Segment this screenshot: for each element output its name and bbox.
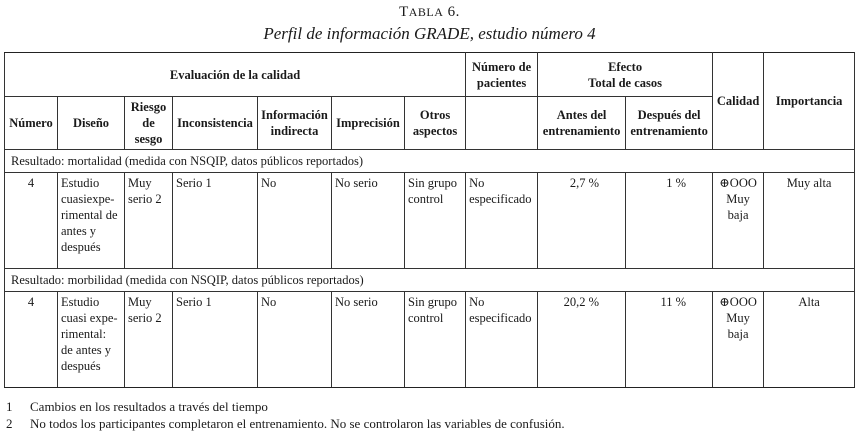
footnote: [6, 398, 565, 415]
header-other-aspects: Otros aspectos: [405, 97, 466, 150]
caption-label-initial: T: [399, 4, 409, 20]
header-patients: Número de pacientes: [466, 53, 538, 97]
caption-label-rest: ABLA: [408, 5, 444, 19]
header-quality-evaluation: Evaluación de la calidad: [5, 53, 466, 97]
table-caption-label: [0, 4, 859, 21]
section-row-mortality: [5, 150, 855, 173]
table-caption-title: Perfil de información GRADE, estudio número 4: [263, 24, 596, 43]
caption-label-number: 6.: [447, 4, 460, 20]
section-row-morbidity: [5, 269, 855, 292]
footnote-text: No todos los participantes completaron el entrenamiento. No se controlaron las variables de confusión.: [30, 416, 565, 431]
cell-number: 4: [5, 292, 58, 388]
cell-patients: No especificado: [466, 292, 538, 388]
cell-design: Estudio cuasiexpe-rimental de antes y después: [58, 173, 125, 269]
cell-risk-of-bias: Muy serio 2: [125, 292, 173, 388]
header-number: Número: [5, 97, 58, 150]
table-row: [5, 173, 855, 269]
header-effect-label: Efecto: [608, 59, 643, 74]
header-row-1: [5, 53, 855, 97]
header-quality: Calidad: [713, 53, 764, 150]
header-total-cases: Total de casos: [588, 75, 663, 90]
cell-quality: [713, 292, 764, 388]
header-indirect-information: Información indirecta: [258, 97, 332, 150]
cell-importance: Muy alta: [764, 173, 855, 269]
cell-imprecision: No serio: [332, 292, 405, 388]
cell-number: 4: [5, 173, 58, 269]
cell-imprecision: No serio: [332, 173, 405, 269]
footnote-number: 2: [6, 416, 13, 431]
cell-indirect-information: No: [258, 292, 332, 388]
quality-symbols: ⊕OOO: [719, 295, 757, 309]
header-after-training: Después del entrenamiento: [626, 97, 713, 150]
quality-symbols: ⊕OOO: [719, 176, 757, 190]
cell-before-training: 20,2 %: [538, 292, 626, 388]
header-before-training: Antes del entrenamiento: [538, 97, 626, 150]
grade-profile-table: [4, 52, 855, 388]
footnote-text: Cambios en los resultados a través del tiempo: [30, 399, 268, 414]
header-imprecision: Imprecisión: [332, 97, 405, 150]
cell-other-aspects: Sin grupo control: [405, 173, 466, 269]
cell-after-training: 11 %: [626, 292, 713, 388]
section-title: Resultado: morbilidad (medida con NSQIP, datos públicos reportados): [5, 269, 855, 292]
cell-risk-of-bias: Muy serio 2: [125, 173, 173, 269]
cell-quality: [713, 173, 764, 269]
cell-patients: No especificado: [466, 173, 538, 269]
cell-other-aspects: Sin grupo control: [405, 292, 466, 388]
section-title: Resultado: mortalidad (medida con NSQIP, datos públicos reportados): [5, 150, 855, 173]
footnote: [6, 415, 565, 432]
cell-indirect-information: No: [258, 173, 332, 269]
header-effect: [538, 53, 713, 97]
cell-after-training: 1 %: [626, 173, 713, 269]
header-risk-of-bias: Riesgo de sesgo: [125, 97, 173, 150]
cell-importance: Alta: [764, 292, 855, 388]
footnotes: [6, 398, 565, 432]
header-importance: Importancia: [764, 53, 855, 150]
footnote-number: 1: [6, 399, 13, 414]
quality-label: Muy baja: [726, 192, 750, 222]
cell-before-training: 2,7 %: [538, 173, 626, 269]
quality-label: Muy baja: [726, 311, 750, 341]
cell-design: Estudio cuasi expe-rimental: de antes y después: [58, 292, 125, 388]
cell-inconsistency: Serio 1: [173, 292, 258, 388]
cell-inconsistency: Serio 1: [173, 173, 258, 269]
header-patients-blank: [466, 97, 538, 150]
header-inconsistency: Inconsistencia: [173, 97, 258, 150]
header-design: Diseño: [58, 97, 125, 150]
table-row: [5, 292, 855, 388]
